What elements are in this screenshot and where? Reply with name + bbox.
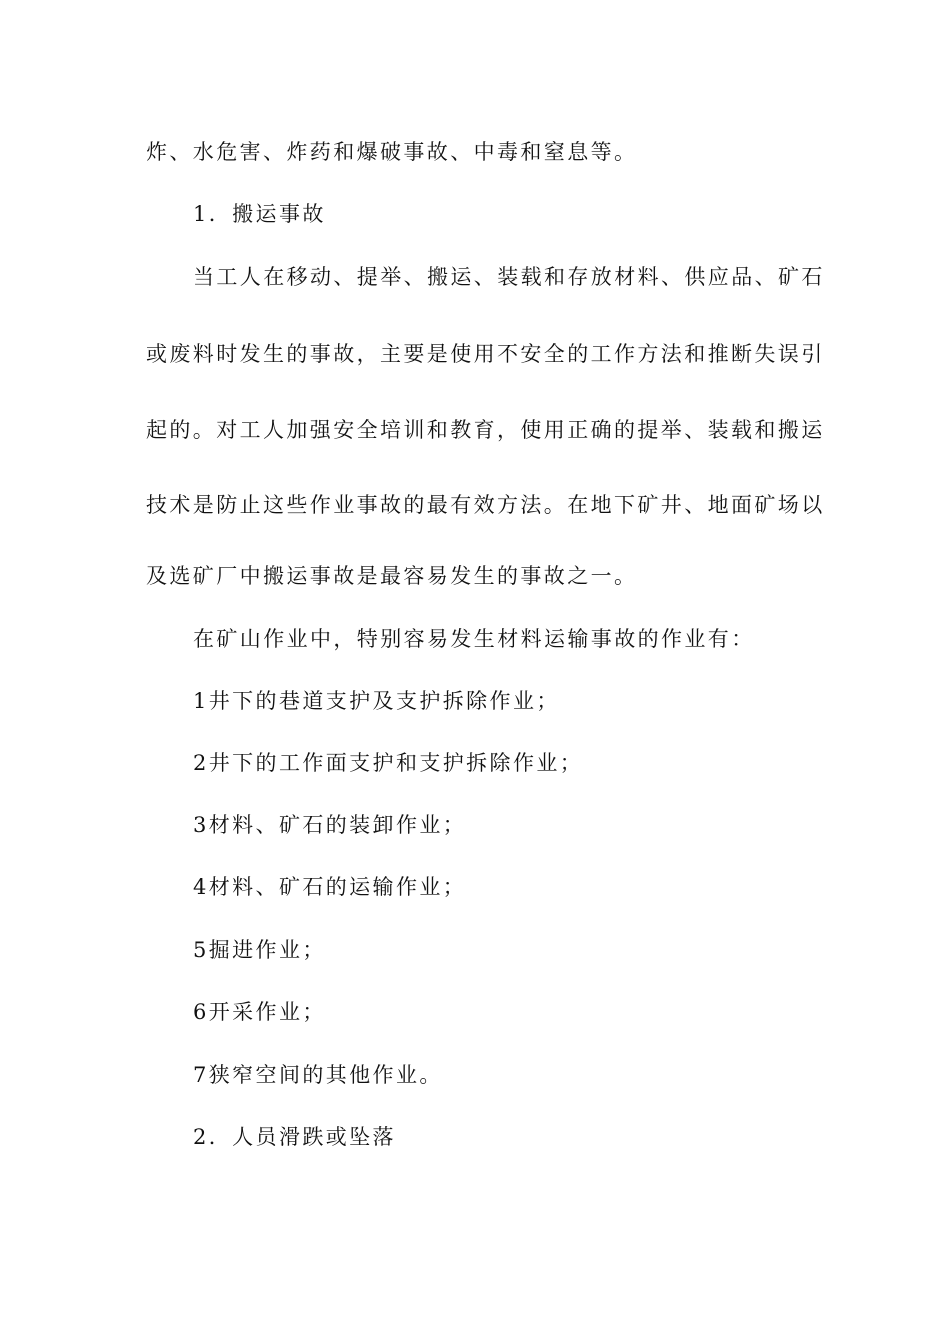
paragraph-line: 技术是防止这些作业事故的最有效方法。在地下矿井、地面矿场以 [146,493,825,517]
list-item: 4材料、矿石的运输作业； [193,875,467,899]
paragraph-continuation: 炸、水危害、炸药和爆破事故、中毒和窒息等。 [146,140,638,164]
list-item: 1井下的巷道支护及支护拆除作业； [193,689,560,713]
section-heading-2: 2．人员滑跌或坠落 [193,1125,396,1149]
paragraph-line: 当工人在移动、提举、搬运、装载和存放材料、供应品、矿石 [193,265,825,289]
paragraph-line: 起的。对工人加强安全培训和教育，使用正确的提举、装载和搬运 [146,418,825,442]
paragraph-line: 及选矿厂中搬运事故是最容易发生的事故之一。 [146,564,638,588]
list-item: 6开采作业； [193,1000,326,1024]
list-item: 5掘进作业； [193,938,326,962]
list-intro: 在矿山作业中，特别容易发生材料运输事故的作业有： [193,627,755,651]
list-item: 2井下的工作面支护和支护拆除作业； [193,751,584,775]
paragraph-line: 或废料时发生的事故，主要是使用不安全的工作方法和推断失误引 [146,342,825,366]
section-heading-1: 1．搬运事故 [193,202,326,226]
list-item: 3材料、矿石的装卸作业； [193,813,467,837]
list-item: 7狭窄空间的其他作业。 [193,1063,443,1087]
